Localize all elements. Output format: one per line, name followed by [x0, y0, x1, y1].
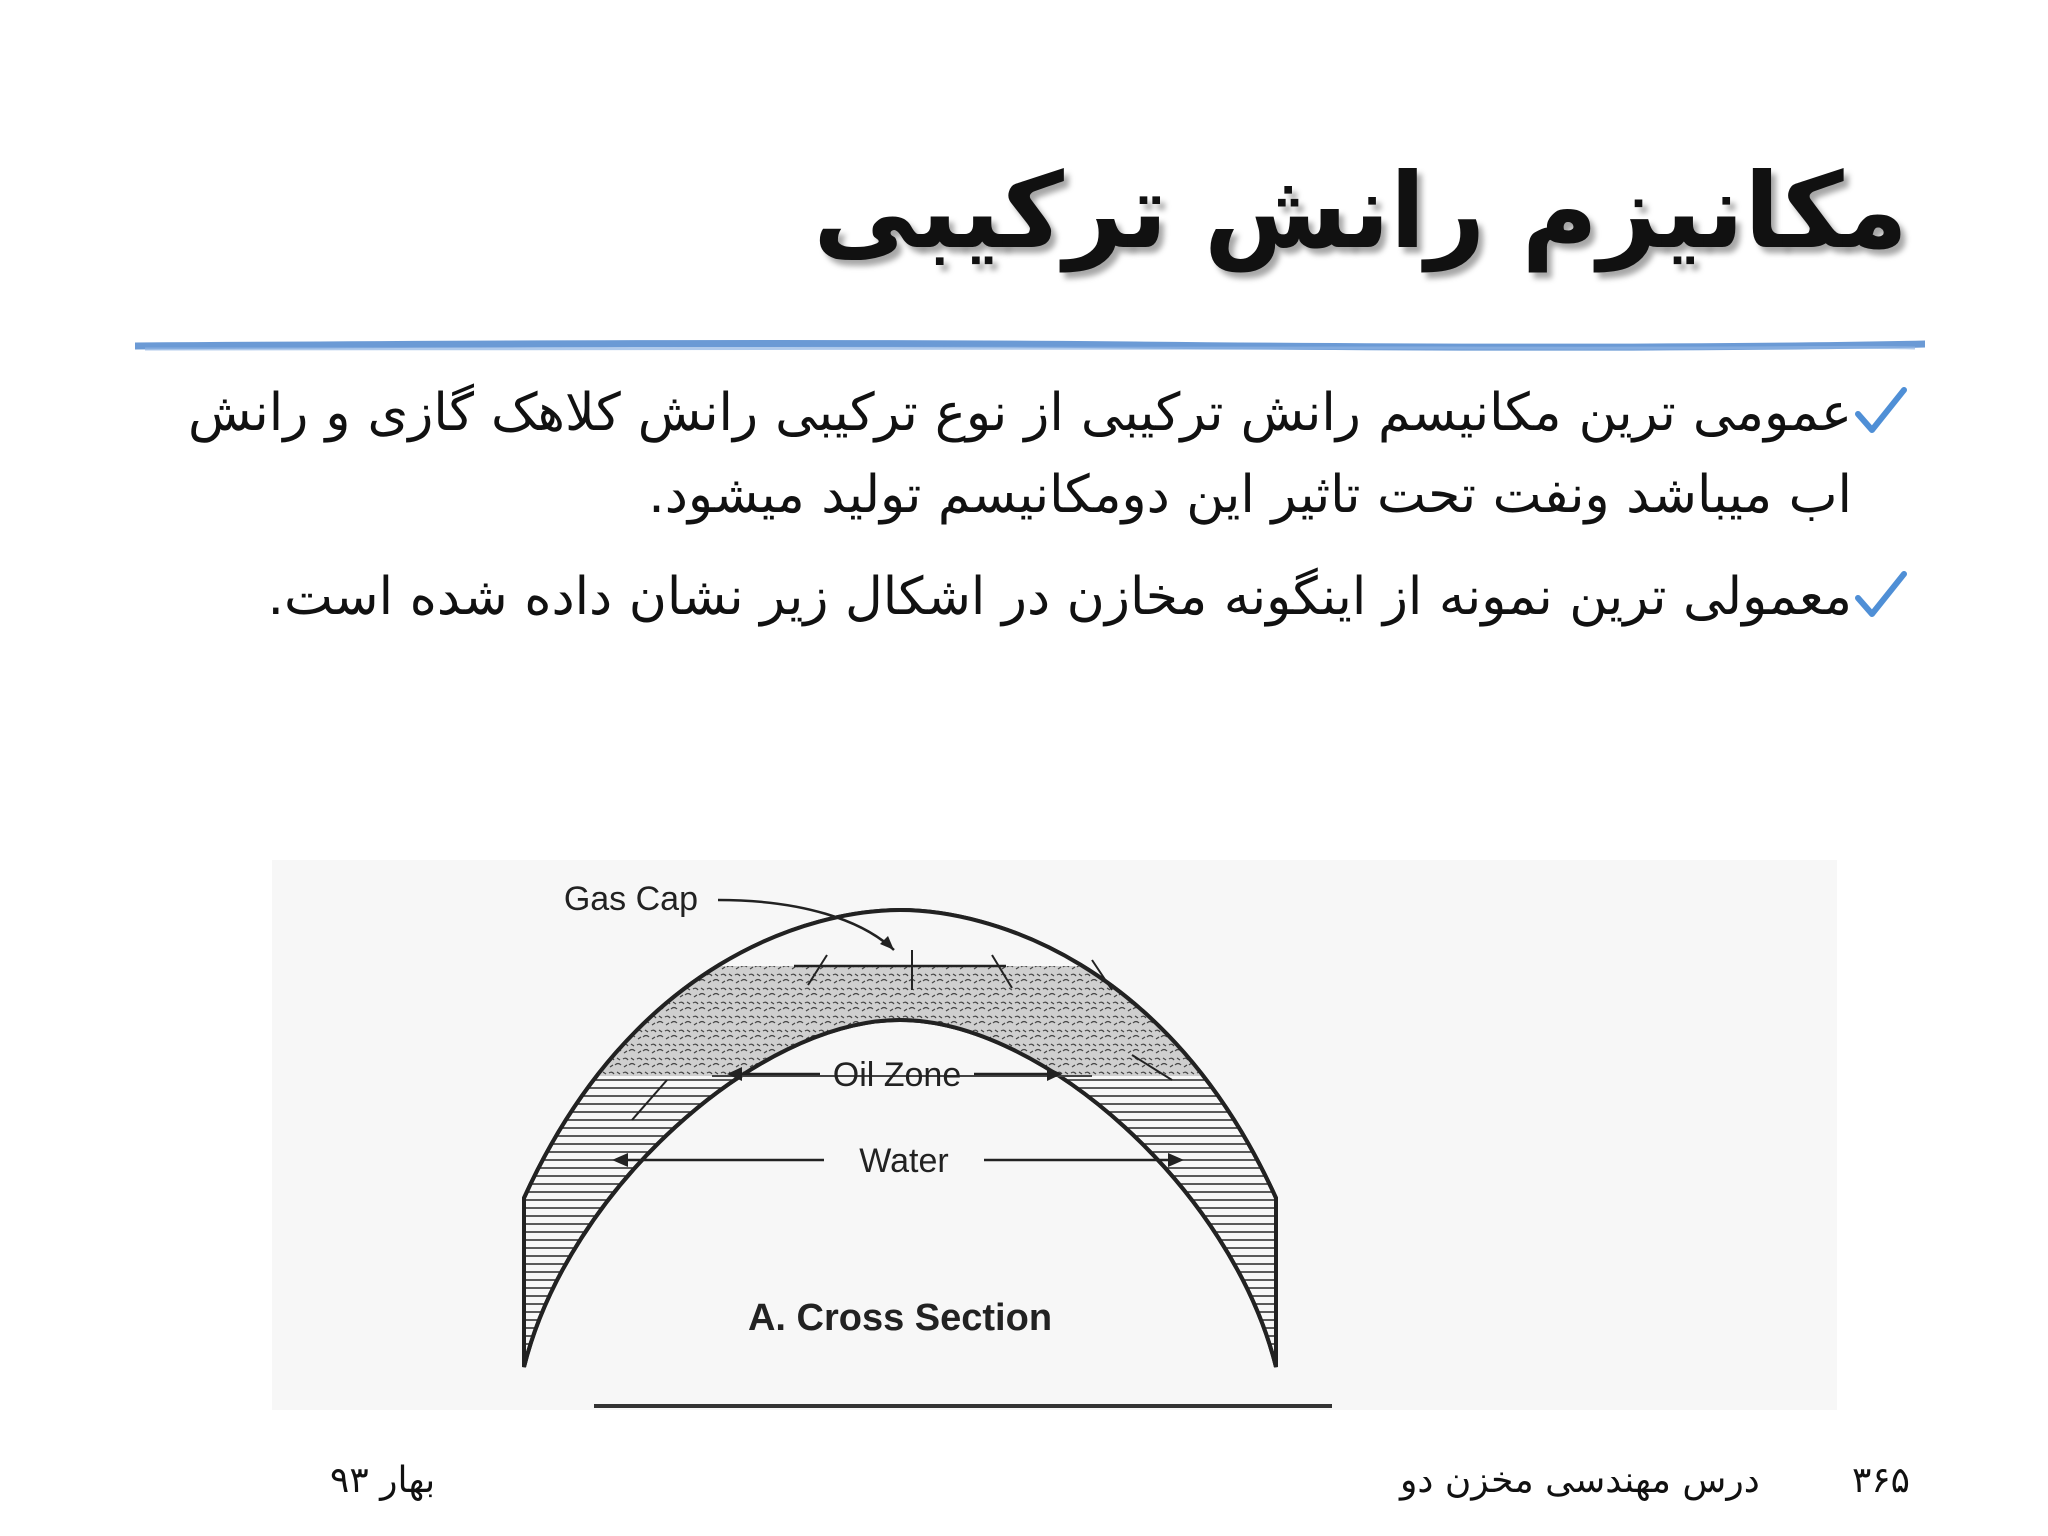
bullet-list	[188, 372, 1908, 658]
figure-caption: A. Cross Section	[747, 1297, 1053, 1339]
bullet-item	[188, 372, 1908, 536]
checkmark-icon	[1852, 384, 1908, 440]
bullet-text: عمومی ترین مکانیسم رانش ترکیبی از نوع ترکیبی رانش کلاهک گازی و رانش اب میباشد ونفت تحت تاثیر این دومکانیسم تولید میشود.	[188, 383, 1852, 525]
footer-term: بهار ۹۳	[330, 1460, 436, 1501]
oil-zone-label: Oil Zone	[832, 1056, 962, 1094]
gas-cap-label: Gas Cap	[563, 880, 698, 918]
checkmark-icon	[1852, 568, 1908, 624]
slide-title: مکانیزم رانش ترکیبی	[813, 150, 1908, 272]
bullet-text: معمولی ترین نمونه از اینگونه مخازن در اشکال زیر نشان داده شده است.	[267, 567, 1852, 627]
bullet-item	[188, 556, 1908, 638]
cross-section-diagram	[272, 860, 1837, 1410]
title-divider	[135, 336, 1925, 358]
footer-course: درس مهندسی مخزن دو	[1400, 1460, 1760, 1501]
water-label: Water	[859, 1142, 949, 1180]
reservoir-cross-section-figure	[272, 860, 1837, 1410]
footer-page-number: ۳۶۵	[1851, 1460, 1910, 1501]
